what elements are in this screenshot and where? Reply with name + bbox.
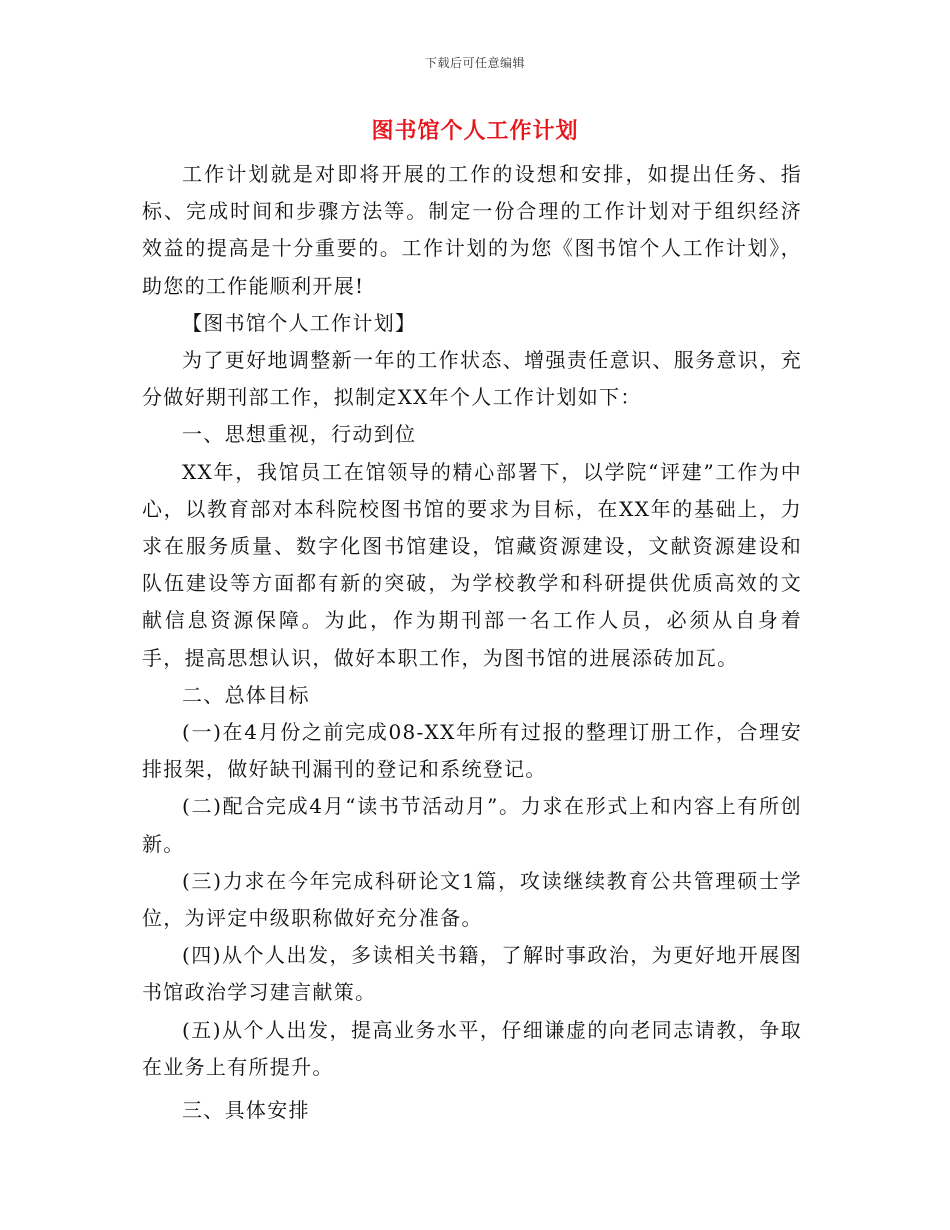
section-1-paragraph: XX年，我馆员工在馆领导的精心部署下，以学院“评建”工作为中心，以教育部对本科院校图书馆的要求为目标，在XX年的基础上，力求在服务质量、数字化图书馆建设，馆藏资源建设，文献资源建设和队伍建设等方面都有新的突破，为学校教学和科研提供优质高效的文献信息资源保障。为此，作为期刊部一名工作人员，必须从自身着手，提高思想认识，做好本职工作，为图书馆的进展添砖加瓦。	[142, 459, 802, 670]
intro-paragraph: 工作计划就是对即将开展的工作的设想和安排，如提出任务、指标、完成时间和步骤方法等。制定一份合理的工作计划对于组织经济效益的提高是十分重要的。工作计划的为您《图书馆个人工作计划》，助您的工作能顺利开展!	[142, 162, 802, 298]
goal-item-3: (三)力求在今年完成科研论文1篇，攻读继续教育公共管理硕士学位，为评定中级职称做好充分准备。	[142, 868, 802, 931]
purpose-paragraph: 为了更好地调整新一年的工作状态、增强责任意识、服务意识，充分做好期刊部工作，拟制定XX年个人工作计划如下：	[142, 348, 802, 410]
section-heading-2: 二、总体目标	[182, 682, 310, 707]
goal-item-2: (二)配合完成4月“读书节活动月”。力求在形式上和内容上有所创新。	[142, 794, 802, 856]
document-title: 图书馆个人工作计划	[371, 118, 579, 144]
section-heading-1: 一、思想重视，行动到位	[182, 422, 417, 447]
section-heading-3: 三、具体安排	[182, 1098, 310, 1123]
document-body	[142, 156, 802, 1129]
plan-subtitle: 【图书馆个人工作计划】	[182, 310, 417, 335]
download-note: 下载后可任意编辑	[424, 56, 525, 70]
goal-item-5: (五)从个人出发，提高业务水平，仔细谦虚的向老同志请教，争取在业务上有所提升。	[142, 1017, 802, 1079]
goal-item-1: (一)在4月份之前完成08-XX年所有过报的整理订册工作，合理安排报架，做好缺刊漏刊的登记和系统登记。	[142, 720, 802, 782]
goal-item-4: (四)从个人出发，多读相关书籍，了解时事政治，为更好地开展图书馆政治学习建言献策。	[142, 943, 802, 1005]
